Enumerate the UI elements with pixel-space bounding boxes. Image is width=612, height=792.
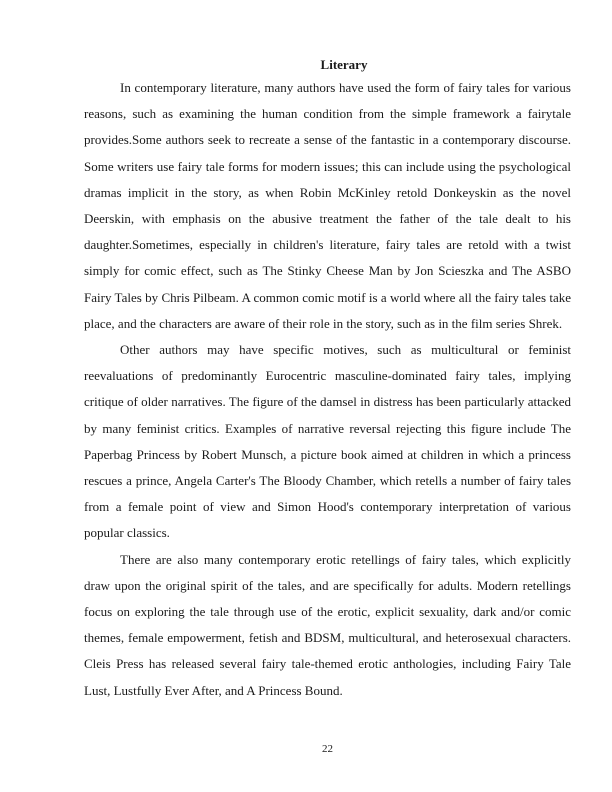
section-heading: Literary bbox=[320, 57, 368, 72]
body-text bbox=[84, 75, 571, 704]
paragraph-2: Other authors may have specific motives, such as multicultural or feminist reevaluations of predominantly Eurocentric masculine-dominated fairy tales, implying critique of older narratives. The figure of the damsel in distress has been particularly attacked by many feminist critics. Examples of narrative reversal rejecting this figure include The Paperbag Princess by Robert Munsch, a picture book aimed at children in which a princess rescues a prince, Angela Carter's The Bloody Chamber, which retells a number of fairy tales from a female point of view and Simon Hood's contemporary interpretation of various popular classics. bbox=[84, 342, 571, 541]
paragraph-3: There are also many contemporary erotic retellings of fairy tales, which explicitly draw upon the original spirit of the tales, and are specifically for adults. Modern retellings focus on exploring the tale through use of the erotic, explicit sexuality, dark and/or comic themes, female empowerment, fetish and BDSM, multicultural, and heterosexual characters. Cleis Press has released several fairy tale-themed erotic anthologies, including Fairy Tale Lust, Lustfully Ever After, and A Princess Bound. bbox=[84, 551, 571, 698]
page-number: 22 bbox=[322, 743, 333, 755]
paragraph-1: In contemporary literature, many authors have used the form of fairy tales for various reasons, such as examining the human condition from the simple framework a fairytale provides.Some authors seek to recreate a sense of the fantastic in a contemporary discourse. Some writers use fairy tale forms for modern issues; this can include using the psychological dramas implicit in the story, as when Robin McKinley retold Donkeyskin as the novel Deerskin, with emphasis on the abusive treatment the father of the tale dealt to his daughter.Sometimes, especially in children's literature, fairy tales are retold with a twist simply for comic effect, such as The Stinky Cheese Man by Jon Scieszka and The ASBO Fairy Tales by Chris Pilbeam. A common comic motif is a world where all the fairy tales take place, and the characters are aware of their role in the story, such as in the film series Shrek. bbox=[84, 80, 571, 331]
